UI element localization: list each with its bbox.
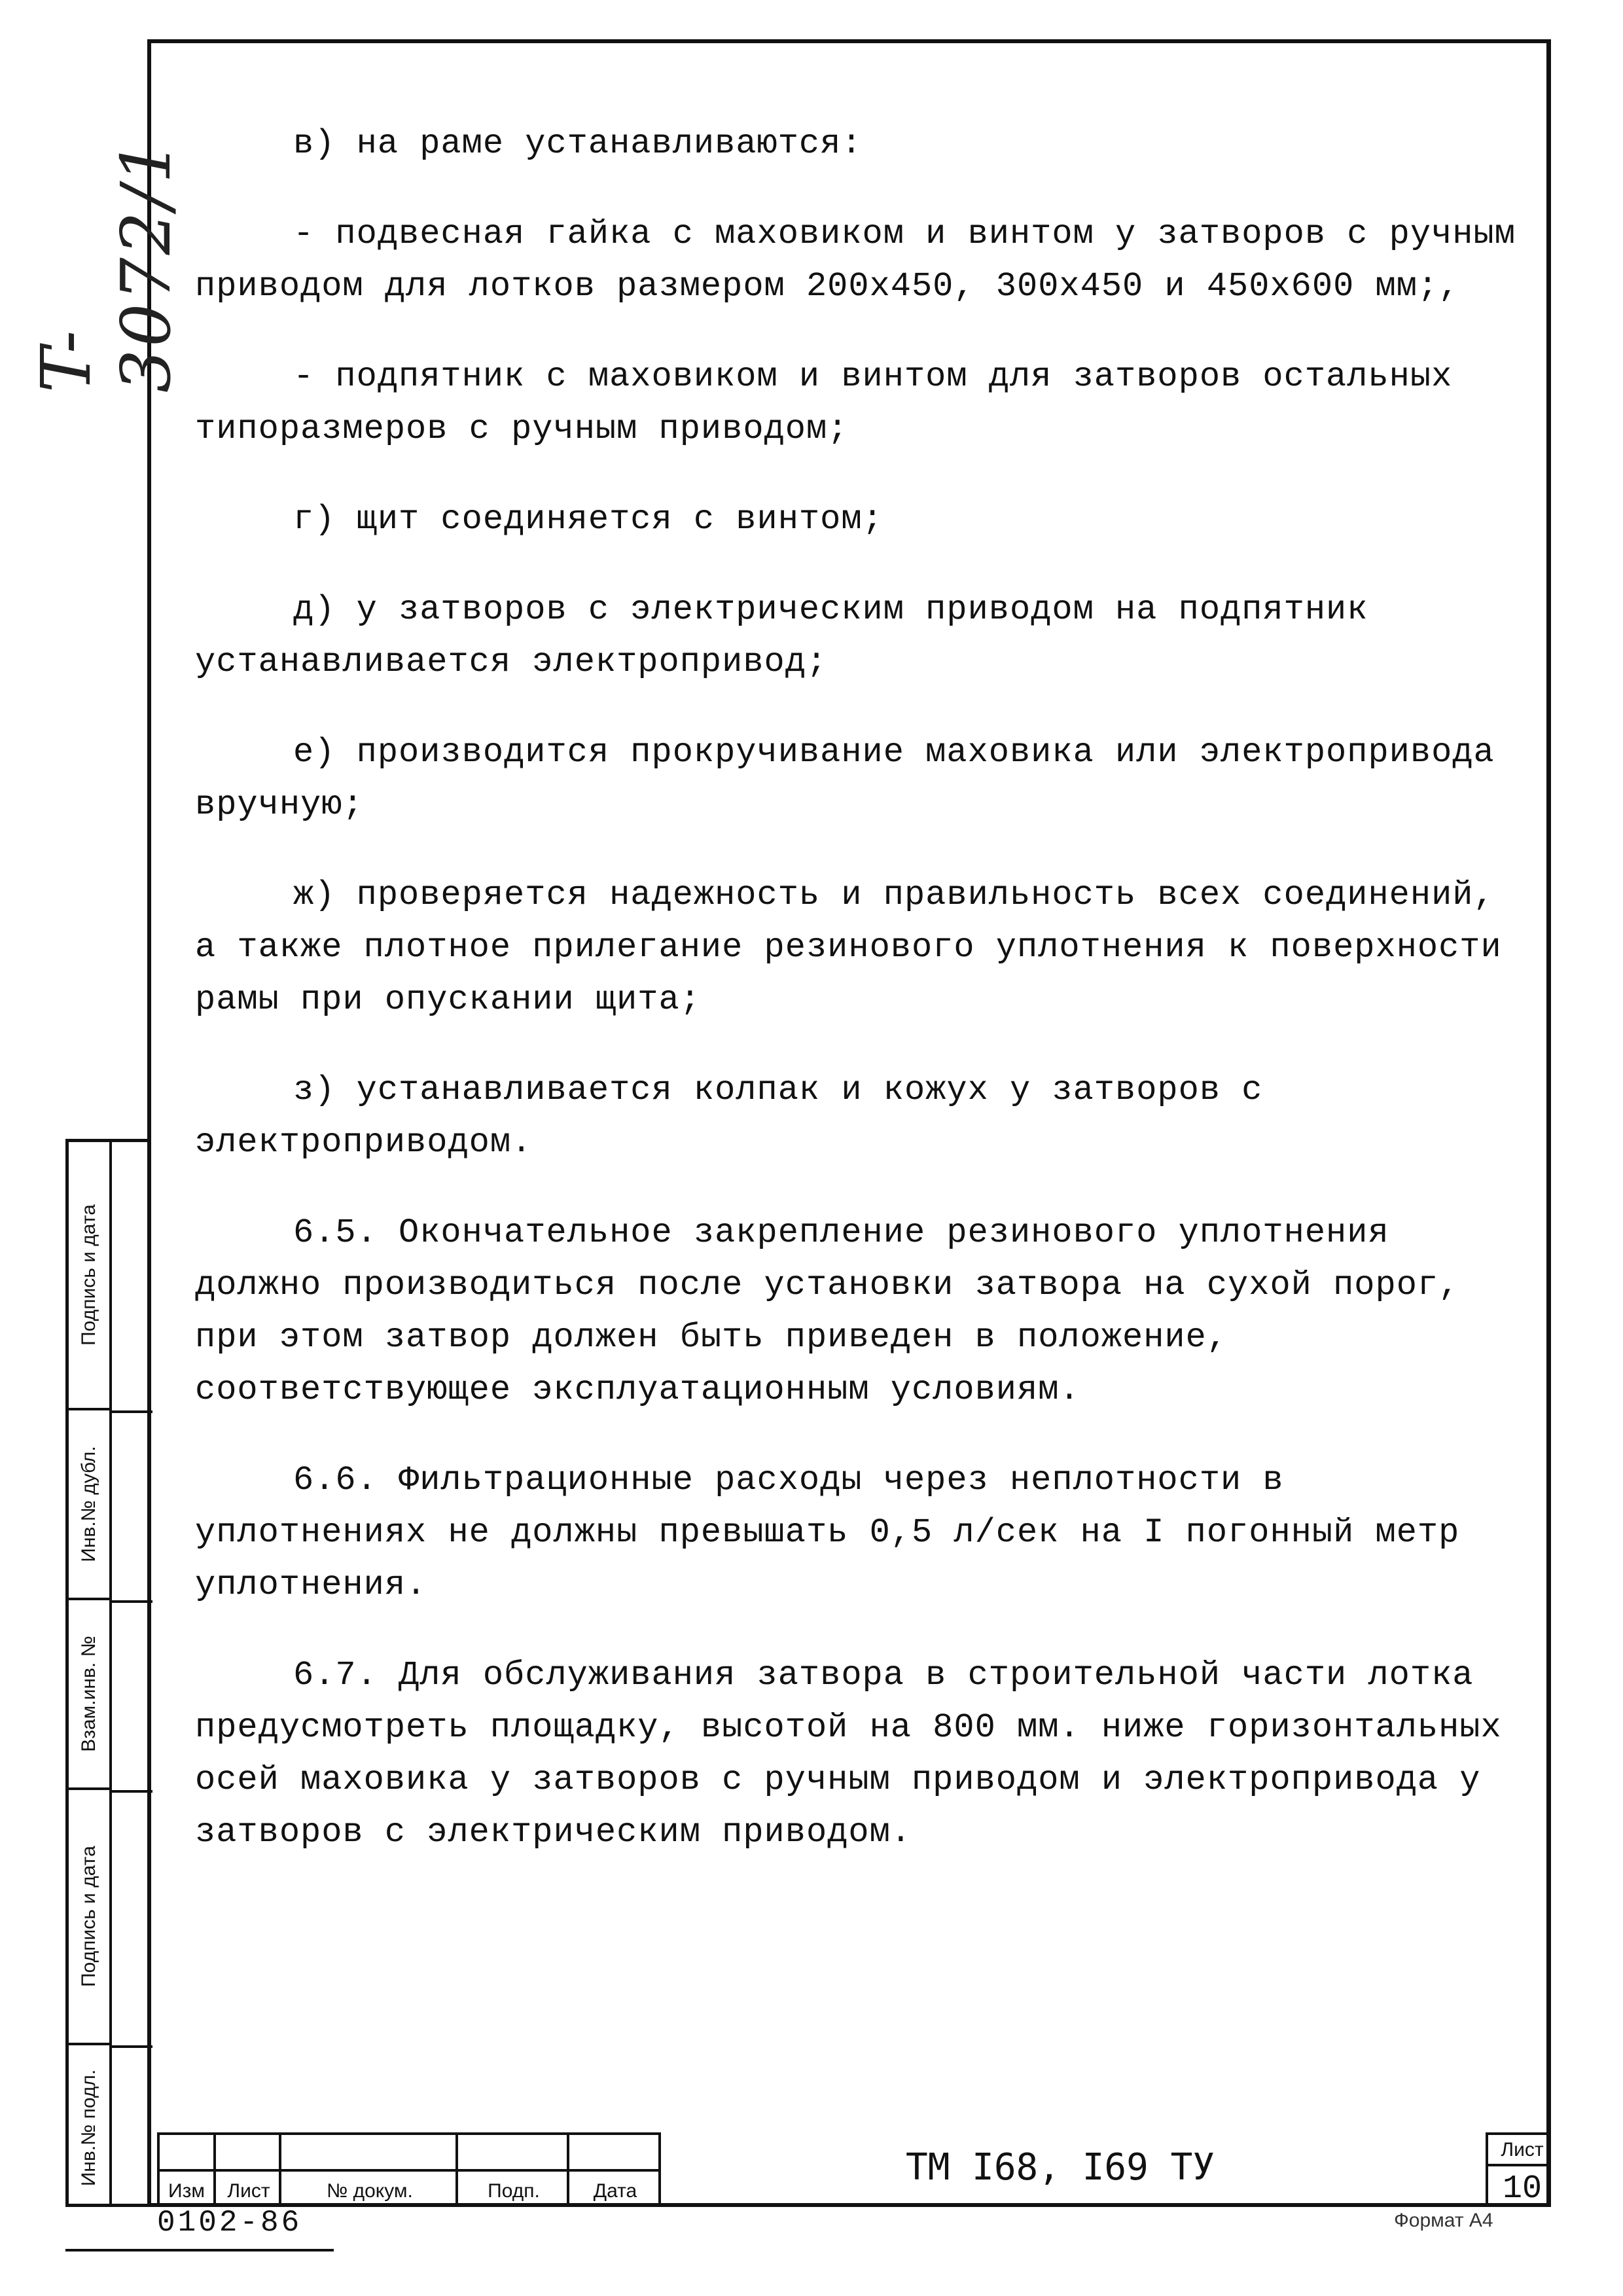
paragraph: е) производится прокручивание маховика или электропривода вручную; bbox=[195, 733, 1495, 824]
side-cell bbox=[69, 1790, 109, 2045]
paragraph: в) на раме устанавливаются: bbox=[293, 124, 863, 163]
side-label: Подпись и дата bbox=[78, 1204, 99, 1346]
sheet-number: 10 bbox=[1502, 2170, 1542, 2208]
divider bbox=[109, 2045, 152, 2048]
document-designation: ТМ I68, I69 ТУ bbox=[905, 2146, 1215, 2189]
side-stamp bbox=[65, 1139, 149, 2207]
divider bbox=[109, 1600, 152, 1603]
col-doc-number: № докум. bbox=[327, 2180, 413, 2202]
archive-number-stamp: T-3072/1 bbox=[26, 137, 186, 393]
title-block bbox=[157, 2132, 1551, 2207]
paragraph: 6.5. Окончательное закрепление резинового уплотнения должно производиться после установки затвора на сухой порог, при этом затвор должен быть приведен в положение, соответствующее эксплуатационным условиям. bbox=[195, 1213, 1460, 1409]
col-signature: Подп. bbox=[488, 2180, 540, 2202]
side-label: Подпись и дата bbox=[78, 1846, 99, 1987]
side-cell bbox=[69, 1410, 109, 1600]
footer-underline bbox=[65, 2249, 334, 2251]
paragraph: ж) проверяется надежность и правильность всех соединений, а также плотное прилегание резинового уплотнения к поверхности рамы при опускании щита; bbox=[195, 876, 1502, 1019]
side-label: Взам.инв. № bbox=[78, 1636, 99, 1752]
side-stamp-labels bbox=[69, 1142, 112, 2204]
footer-code: 0102-86 bbox=[157, 2206, 302, 2240]
paragraph: 6.6. Фильтрационные расходы через неплотности в уплотнениях не должны превышать 0,5 л/сек на I погонный метр уплотнения. bbox=[195, 1461, 1460, 1604]
paragraph: д) у затворов с электрическим приводом на подпятник устанавливается электропривод; bbox=[195, 590, 1368, 681]
paragraph: з) устанавливается колпак и кожух у затворов с электроприводом. bbox=[195, 1071, 1263, 1162]
divider bbox=[109, 1790, 152, 1793]
side-cell bbox=[69, 2045, 109, 2210]
side-cell bbox=[69, 1142, 109, 1410]
col-list: Лист bbox=[227, 2180, 270, 2202]
side-label: Инв.№ дубл. bbox=[78, 1446, 99, 1562]
divider bbox=[109, 1410, 152, 1413]
side-cell bbox=[69, 1600, 109, 1790]
paragraph: - подпятник с маховиком и винтом для затворов остальных типоразмеров с ручным приводом; bbox=[195, 357, 1453, 448]
col-izm: Изм bbox=[168, 2180, 205, 2202]
paragraph: - подвесная гайка с маховиком и винтом у затворов с ручным приводом для лотков размером 200х450, 300х450 и 450х600 мм;, bbox=[195, 215, 1516, 306]
col-date: Дата bbox=[593, 2180, 637, 2202]
side-label: Инв.№ подл. bbox=[78, 2069, 99, 2187]
format-label: Формат А4 bbox=[1394, 2210, 1493, 2231]
paragraph: 6.7. Для обслуживания затвора в строительной части лотка предусмотреть площадку, высотой на 800 мм. ниже горизонтальных осей маховика у затворов с ручным приводом и электропривода у затворов с электрическим приводом. bbox=[195, 1656, 1502, 1852]
paragraph: г) щит соединяется с винтом; bbox=[293, 500, 883, 539]
sheet-label: Лист bbox=[1501, 2139, 1544, 2161]
document-body bbox=[195, 118, 1537, 1897]
